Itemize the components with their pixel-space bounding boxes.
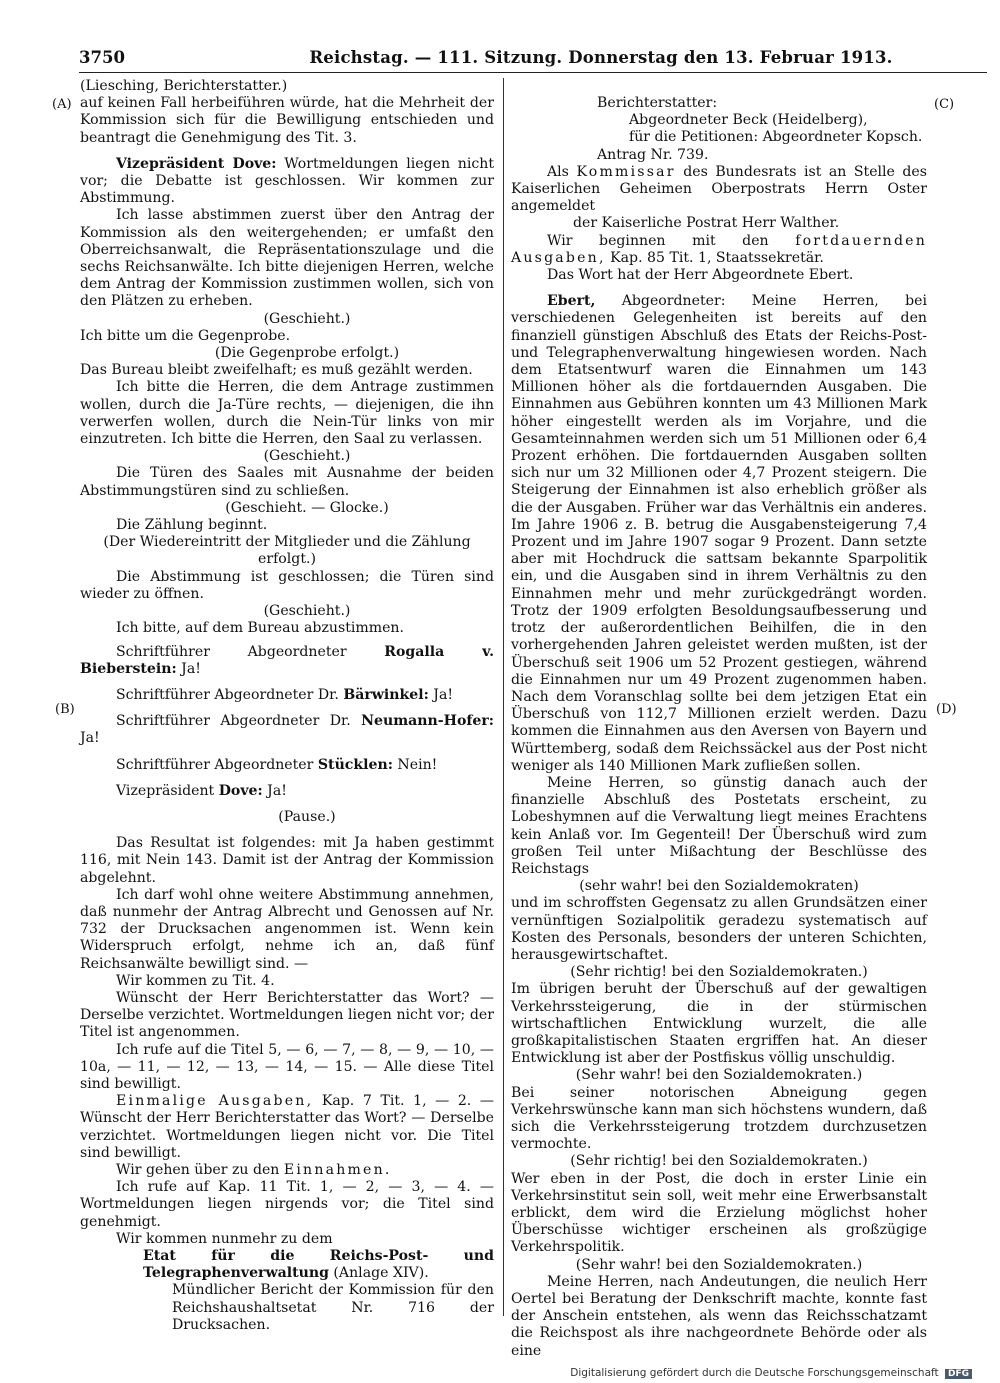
header-rule xyxy=(79,72,987,73)
speech-paragraph: Meine Herren, nach Andeutungen, die neulich Herr Oertel bei Beratung der Denkschrift machte, konnte fast der Anschein entstehen, als wenn das Reichsschatzamt die Reichspost als ihre nachgeordnete Behörde oder als eine xyxy=(511,1273,927,1359)
interjection: (Der Wiedereintritt der Mitglieder und die Zählung erfolgt.) xyxy=(103,534,471,568)
paragraph: Ich bitte, auf dem Bureau abzustimmen. xyxy=(116,620,404,637)
vote-line: Schriftführer Abgeordneter Dr. Bärwinkel: Ja! xyxy=(116,686,454,703)
column-divider xyxy=(503,78,504,1316)
interjection: (Sehr wahr! bei den Sozialdemokraten.) xyxy=(575,1067,863,1084)
paragraph: Wir beginnen mit den fortdauernden Ausgaben, Kap. 85 Tit. 1, Staatssekretär. xyxy=(511,232,927,266)
paragraph: Wünscht der Herr Berichterstatter das Wort? — Derselbe verzichtet. Wortmeldungen liegen nicht vor; der Titel ist angenommen. xyxy=(80,989,494,1041)
speech-paragraph: Wer eben in der Post, die doch in erster Linie ein Verkehrsinstitut sein soll, weit mehr eine Erwerbsanstalt erblickt, dem wird die Erzielung möglichst hoher Überschüsse wichtiger erscheinen als großzügige Verkehrspolitik. xyxy=(511,1170,927,1256)
paragraph: Wir gehen über zu den Einnahmen. xyxy=(116,1161,392,1178)
interjection: (Sehr richtig! bei den Sozialdemokraten.) xyxy=(570,964,868,981)
footer-text: Digitalisierung gefördert durch die Deutsche Forschungsgemeinschaft xyxy=(570,1367,939,1379)
speaker-attribution: (Liesching, Berichterstatter.) xyxy=(80,78,288,94)
paragraph: Ich bitte die Herren, die dem Antrage zustimmen wollen, durch die Ja-Türe rechts, — diejenigen, die ihn verwerfen wollen, durch die Nein-Tür links von mir einzutreten. Ich bitte die Herren, den Saal zu verlassen. xyxy=(80,379,494,448)
paragraph: Wir kommen zu Tit. 4. xyxy=(116,972,275,989)
paragraph: Ich lasse abstimmen zuerst über den Antrag der Kommission als den weitergehenden; er umfaßt den Oberreichsanwalt, die Repräsentationszulage und die sechs Reichsanwälte. Ich bitte diejenigen Herren, welche dem Antrag der Kommission zustimmen wollen, sich von den Plätzen zu erheben. xyxy=(80,207,494,310)
agenda-item-title: Etat für die Reichs-Post- und Telegraphenverwaltung (Anlage XIV). xyxy=(143,1248,494,1282)
digitization-footer xyxy=(570,1367,972,1379)
speech-paragraph: Bei seiner notorischen Abneigung gegen Verkehrswünsche kann man sich höchstens wundern, daß sich die Verkehrssteigerung trotzdem durchzusetzen vermochte. xyxy=(511,1084,927,1153)
paragraph: Das Resultat ist folgendes: mit Ja haben gestimmt 116, mit Nein 143. Damit ist der Antrag der Kommission abgelehnt. xyxy=(80,835,494,886)
rapporteur-label: Berichterstatter: xyxy=(597,95,718,111)
interjection: (Geschieht. — Glocke.) xyxy=(225,499,389,516)
petitions-rapporteur: für die Petitionen: Abgeordneter Kopsch. xyxy=(629,129,923,146)
running-title: Reichstag. — 111. Sitzung. Donnerstag den 13. Februar 1913. xyxy=(309,48,893,67)
interjection: (Die Gegenprobe erfolgt.) xyxy=(214,345,400,362)
speaker-name: Ebert, xyxy=(547,293,596,310)
speaker-name: Vizepräsident Dove: xyxy=(116,155,277,172)
interjection: (Geschieht.) xyxy=(263,448,351,465)
left-column xyxy=(80,78,494,1334)
speech-paragraph: und im schroffsten Gegensatz zu allen Grundsätzen einer vernünftigen Sozialpolitik geradezu systematisch auf Kosten des Personals, besonders der unteren Schichten, herausgewirtschaftet. xyxy=(511,895,927,963)
vote-line: Schriftführer Abgeordneter Rogalla v. Bieberstein: Ja! xyxy=(80,643,494,677)
page-header xyxy=(79,48,987,74)
vote-line: Schriftführer Abgeordneter Dr. Neumann-Hofer: Ja! xyxy=(80,713,494,747)
interjection: (sehr wahr! bei den Sozialdemokraten) xyxy=(579,878,859,895)
page-number: 3750 xyxy=(79,48,125,67)
interjection: (Pause.) xyxy=(278,808,336,825)
paragraph: Vizepräsident Dove: Wortmeldungen liegen nicht vor; die Debatte ist geschlossen. Wir kommen zur Abstimmung. xyxy=(80,155,494,207)
paragraph: Einmalige Ausgaben, Kap. 7 Tit. 1, — 2. — Wünscht der Herr Berichterstatter das Wort? — Derselbe verzichtet. Wortmeldungen liegen nicht vor. Die Titel sind bewilligt. xyxy=(80,1093,494,1161)
margin-marker-c: (C) xyxy=(934,97,955,112)
paragraph: Ich rufe auf die Titel 5, — 6, — 7, — 8, — 9, — 10, — 10a, — 11, — 12, — 13, — 14, — 15. — Alle diese Titel sind bewilligt. xyxy=(80,1041,494,1092)
motion-number: Antrag Nr. 739. xyxy=(597,146,709,163)
right-column xyxy=(511,78,927,1360)
paragraph: Die Zählung beginnt. xyxy=(116,517,268,534)
paragraph: Ich bitte um die Gegenprobe. xyxy=(80,327,291,344)
interjection: (Sehr wahr! bei den Sozialdemokraten.) xyxy=(575,1256,863,1273)
margin-marker-b: (B) xyxy=(55,702,75,717)
agenda-item-note: Mündlicher Bericht der Kommission für den Reichshaushaltsetat Nr. 716 der Drucksachen. xyxy=(172,1282,494,1333)
paragraph: Ich darf wohl ohne weitere Abstimmung annehmen, daß nunmehr der Antrag Albrecht und Genossen auf Nr. 732 der Drucksachen angenommen ist. Wenn kein Widerspruch erfolgt, nehme ich an, daß fünf Reichsanwälte bewilligt sind. — xyxy=(80,886,494,972)
speech-paragraph: Ebert, Abgeordneter: Meine Herren, bei verschiedenen Gelegenheiten ist bereits auf den finanziell günstigen Abschluß des Etats der Reichs-Post- und Telegraphenverwaltung hingewiesen worden. Nach dem Etatsentwurf waren die Einnahmen um 143 Millionen höher als die fortdauernden Ausgaben. Die Einnahmen aus Gebühren konnten um 43 Millionen Mark höher eingestellt werden als im Vorjahre, und die Gesamteinnahmen werden sich um 51 Millionen oder 6,4 Prozent erhöhen. Die fortdauernden Ausgaben sollten sich nur um 32 Millionen oder 4,7 Prozent steigern. Die Steigerung der Einnahmen ist also erheblich größer als die der Ausgaben. Früher war das Verhältnis ein anderes. Im Jahre 1906 z. B. betrug die Ausgabensteigerung 7,4 Prozent und im Jahre 1907 sogar 9 Prozent. Dann setzte aber mit Hochdruck die sattsam bekannte Sparpolitik ein, und die Ausgaben sind in ihrem Verhältnis zu den Einnahmen mehr und mehr zurückgedrängt worden. Trotz der 1909 erfolgten Besoldungsaufbesserung und trotz der außerordentlichen Beihilfen, die in den vorhergehenden Jahren geleistet werden mußten, ist der Überschuß seit 1906 um 52 Prozent gestiegen, während die Einnahmen nur um 49 Prozent zugenommen haben. Nach dem Voranschlag sollte bei dem jetzigen Etat ein Überschuß von 112,7 Millionen erzielt werden. Dazu kommen die Einnahmen aus den Aversen von Bayern und Württemberg, sodaß dem Reichssäckel aus der Post nicht weniger als 140 Millionen Mark zufließen sollen. xyxy=(511,293,927,774)
paragraph: Die Abstimmung ist geschlossen; die Türen sind wieder zu öffnen. xyxy=(80,568,494,602)
speech-paragraph: Meine Herren, so günstig danach auch der finanzielle Abschluß des Postetats erscheint, zu Lobeshymnen auf die Verwaltung liegt meines Erachtens kein Anlaß vor. Im Gegenteil! Der Überschuß wird zum großen Teil unter Mißachtung der Beschlüsse des Reichstags xyxy=(511,774,927,877)
rapporteur-name: Abgeordneter Beck (Heidelberg), xyxy=(629,112,868,129)
paragraph: Wir kommen nunmehr zu dem xyxy=(116,1230,333,1247)
commissioner-name: der Kaiserliche Postrat Herr Walther. xyxy=(573,215,840,232)
interjection: (Geschieht.) xyxy=(263,310,351,327)
vote-line: Schriftführer Abgeordneter Stücklen: Nein! xyxy=(116,756,438,773)
margin-marker-d: (D) xyxy=(936,702,957,717)
paragraph: Das Wort hat der Herr Abgeordnete Ebert. xyxy=(547,267,854,284)
speech-paragraph: Im übrigen beruht der Überschuß auf der gewaltigen Verkehrssteigerung, die in der stürmischen wirtschaftlichen Entwicklung wurzelt, die alle großkapitalistischen Staaten ergriffen hat. An dieser Entwicklung ist aber der Postfiskus völlig unschuldig. xyxy=(511,981,927,1067)
paragraph: Das Bureau bleibt zweifelhaft; es muß gezählt werden. xyxy=(80,362,473,379)
interjection: (Sehr richtig! bei den Sozialdemokraten.) xyxy=(570,1153,868,1170)
vote-line: Vizepräsident Dove: Ja! xyxy=(116,782,287,799)
interjection: (Geschieht.) xyxy=(263,603,351,620)
dfg-logo: DFG xyxy=(945,1369,972,1379)
paragraph: Als Kommissar des Bundesrats ist an Stelle des Kaiserlichen Geheimen Oberpostrats Herrn Oster angemeldet xyxy=(511,163,927,215)
paragraph: Die Türen des Saales mit Ausnahme der beiden Abstimmungstüren sind zu schließen. xyxy=(80,465,494,499)
margin-marker-a: (A) xyxy=(52,97,72,112)
paragraph: Ich rufe auf Kap. 11 Tit. 1, — 2, — 3, — 4. — Wortmeldungen liegen nirgends vor; die Titel sind genehmigt. xyxy=(80,1179,494,1230)
paragraph: auf keinen Fall herbeiführen würde, hat die Mehrheit der Kommission sich für die Bewilligung entschieden und beantragt die Genehmigung des Tit. 3. xyxy=(80,95,494,146)
